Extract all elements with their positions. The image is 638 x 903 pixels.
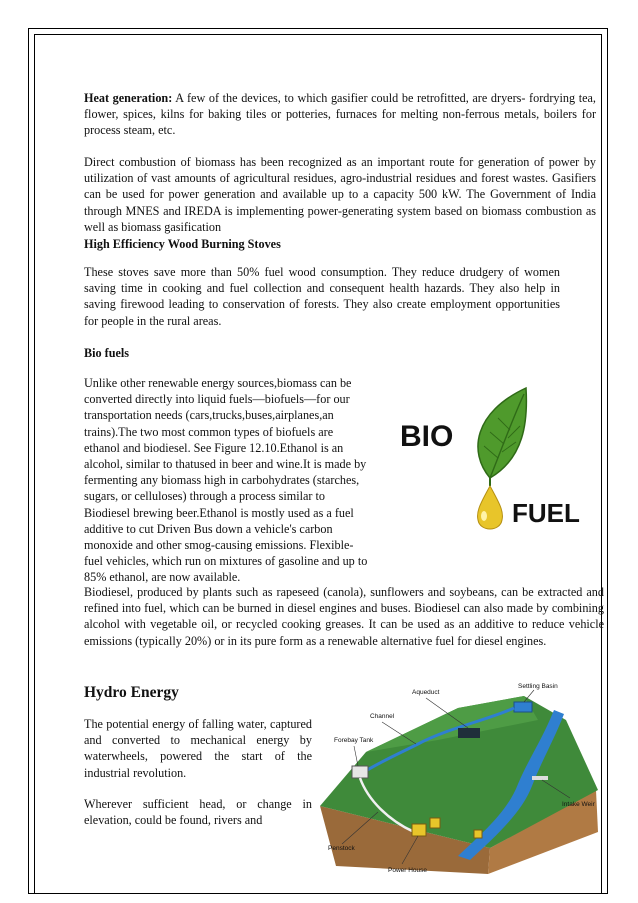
label-intake-weir: Intake Weir: [562, 801, 595, 808]
stoves-heading: High Efficiency Wood Burning Stoves: [84, 237, 281, 251]
label-channel: Channel: [370, 713, 395, 720]
hydro-heading: Hydro Energy: [84, 684, 179, 701]
biofuels-line: fuel vehicles, which run on mixtures of gasoline and up to: [84, 554, 368, 569]
biodiesel-paragraph: Biodiesel, produced by plants such as rapeseed (canola), sunflowers and soybeans, can be extracted and refined into fuel, which can be burned in diesel engines and buses. Biodiesel can also made by combining alcohol with vegetable oil, or recycled cooking greases. It can be used as an additive to reduce vehicle emissions (typically 20%) or in its pure form as a renewable alternative fuel for diesel engines.: [84, 585, 604, 648]
settling-basin: [514, 702, 532, 712]
heat-generation-text: A few of the devices, to which gasifier could be retrofitted, are dryers- fordrying tea, flower, spices, kilns for baking tiles or potteries, furnaces for melting non-ferrous metals, boilers for process steam, etc.: [84, 91, 596, 138]
biofuels-line: Biodiesel brewing beer.Ethanol is mostly used as a fuel: [84, 505, 354, 520]
hydro-scheme-diagram: [318, 680, 602, 876]
stoves-paragraph: These stoves save more than 50% fuel wood consumption. They reduce drudgery of women saving time in cooking and fuel collection and consequent health hazards. They also help in saving firewood leading to conservation of forests. They also create employment opportunities for people in the rural areas.: [84, 265, 560, 328]
biofuels-line: alcohol, similar to thatused in beer and wine.It is made by: [84, 457, 367, 472]
biofuel-logo: [398, 382, 594, 542]
label-forebay-tank: Forebay Tank: [334, 737, 374, 744]
biofuels-line: trains).The two most common types of biofuels are: [84, 424, 334, 439]
label-aqueduct: Aqueduct: [412, 689, 440, 696]
biofuels-line: transportation needs (cars,trucks,buses,airplanes,an: [84, 408, 334, 423]
label-settling-basin: Settling Basin: [518, 683, 558, 690]
biofuels-line: converted directly into liquid fuels—biofuels—for our: [84, 392, 350, 407]
biofuels-line: ethanol and biodiesel. See Figure 12.10.Ethanol is an: [84, 440, 344, 455]
label-penstock: Penstock: [328, 845, 355, 852]
hydro-paragraph-1: The potential energy of falling water, captured and converted to mechanical energy by waterwheels, powered the start of the industrial revolution.: [84, 717, 312, 780]
logo-word-bio: BIO: [400, 420, 454, 453]
heat-generation-label: Heat generation:: [84, 91, 173, 105]
biofuels-line: sugars, or celluloses) through a process similar to: [84, 489, 325, 504]
biofuels-intro-block: [84, 375, 394, 586]
logo-word-fuel: FUEL: [512, 498, 580, 528]
biofuels-line: monoxide and other smog-causing emissions. Flexible-: [84, 538, 354, 553]
biofuels-line: Unlike other renewable energy sources,biomass can be: [84, 376, 352, 390]
label-power-house: Power House: [388, 867, 428, 874]
hydro-paragraph-2: Wherever sufficient head, or change in elevation, could be found, rivers and: [84, 797, 312, 828]
intake-weir: [532, 776, 548, 780]
biofuels-line: additive to cut Driven Bus down a vehicle's carbon: [84, 521, 333, 536]
aqueduct: [458, 728, 480, 738]
forebay-tank: [352, 766, 368, 778]
power-house: [412, 824, 426, 836]
heat-generation-paragraph: [84, 90, 596, 139]
leaf-icon: [478, 388, 526, 478]
biofuels-heading: Bio fuels: [84, 346, 130, 360]
fuel-drop-icon: [478, 486, 503, 529]
biofuels-line: 85% ethanol, are now available.: [84, 570, 241, 585]
direct-combustion-paragraph: Direct combustion of biomass has been recognized as an important route for generation of power by utilization of vast amounts of agricultural residues, agro-industrial residues and forest wastes. Gasifiers can be used for power generation and available up to a capacity 500 kW. The Government of India through MNES and IREDA is implementing power-generating system based on biomass combustion as well as biomass gasification: [84, 155, 596, 234]
biofuels-line: fermenting any biomass high in carbohydrates (starches,: [84, 473, 360, 488]
